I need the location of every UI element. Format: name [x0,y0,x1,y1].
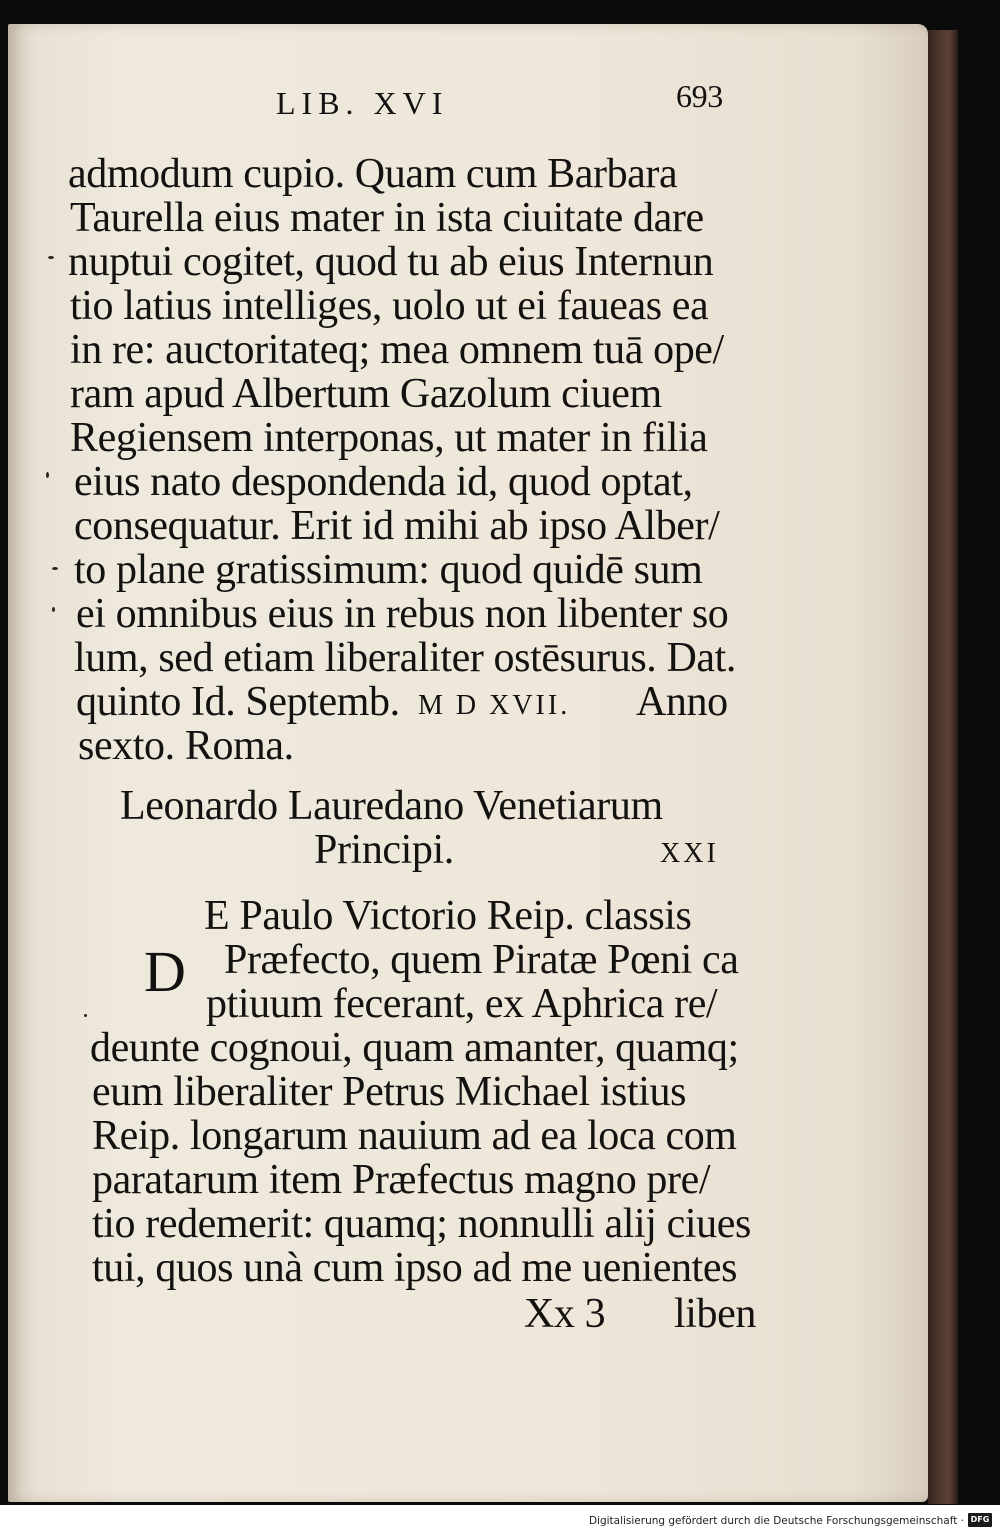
text-line: ptiuum fecerant, ex Aphrica re/ [206,981,718,1027]
text-line: Præfecto, quem Piratæ Pœni ca [224,937,739,983]
book-page [8,24,928,1502]
text-line: to plane gratissimum: quod quidē sum [74,547,703,593]
text-line: lum, sed etiam liberaliter ostēsurus. Dat. [74,635,737,681]
text-line: tui, quos unà cum ipso ad me uenientes [92,1245,738,1291]
page-number: 693 [676,78,723,114]
text-line: E Paulo Victorio Reip. classis [204,893,692,939]
ink-speck [52,567,58,570]
text-line: eum liberaliter Petrus Michael istius [92,1069,687,1115]
text-line: sexto. Roma. [78,723,294,769]
signature-mark: Xx 3 [524,1291,606,1337]
text-line: ei omnibus eius in rebus non libenter so [76,591,729,637]
text-line: nuptui cogitet, quod tu ab eius Internun [68,239,714,285]
text-line: in re: auctoritateq; mea omnem tuā ope/ [70,327,724,373]
book-fore-edge [928,30,958,1504]
address-line: Principi. [314,827,454,873]
date-numerals: M D XVII. [418,690,571,721]
drop-initial: D [144,939,186,1004]
running-head: LIB. XVI [276,85,449,121]
text-line: tio latius intelliges, uolo ut ei faueas ea [70,283,709,329]
text-line: admodum cupio. Quam cum Barbara [68,151,678,197]
text-line: paratarum item Præfectus magno pre/ [92,1157,711,1203]
text-line: deunte cognoui, quam amanter, quamq; [90,1025,739,1071]
ink-speck [46,472,49,478]
catchword: liben [674,1291,756,1337]
text-line: Regiensem interponas, ut mater in filia [70,415,708,461]
ink-speck [52,607,55,612]
digitization-credit: Digitalisierung gefördert durch die Deutsche Forschungsgemeinschaft · [588,1515,964,1527]
dfg-logo: DFG [968,1513,992,1527]
text-line: tio redemerit: quamq; nonnulli alij ciues [92,1201,751,1247]
text-line: Taurella eius mater in ista ciuitate dare [70,195,704,241]
text-line: quinto Id. Septemb. [76,679,400,725]
letter-number: XXI [660,838,719,869]
text-line: consequatur. Erit id mihi ab ipso Alber/ [74,503,720,549]
text-line: Reip. longarum nauium ad ea loca com [92,1113,737,1159]
text-anno: Anno [636,679,728,725]
footer-bar [0,1505,1000,1532]
text-line: eius nato despondenda id, quod optat, [74,459,693,505]
ink-speck [48,256,54,259]
text-line: ram apud Albertum Gazolum ciuem [70,371,662,417]
address-line: Leonardo Lauredano Venetiarum [120,783,663,829]
ink-speck [84,1014,87,1017]
